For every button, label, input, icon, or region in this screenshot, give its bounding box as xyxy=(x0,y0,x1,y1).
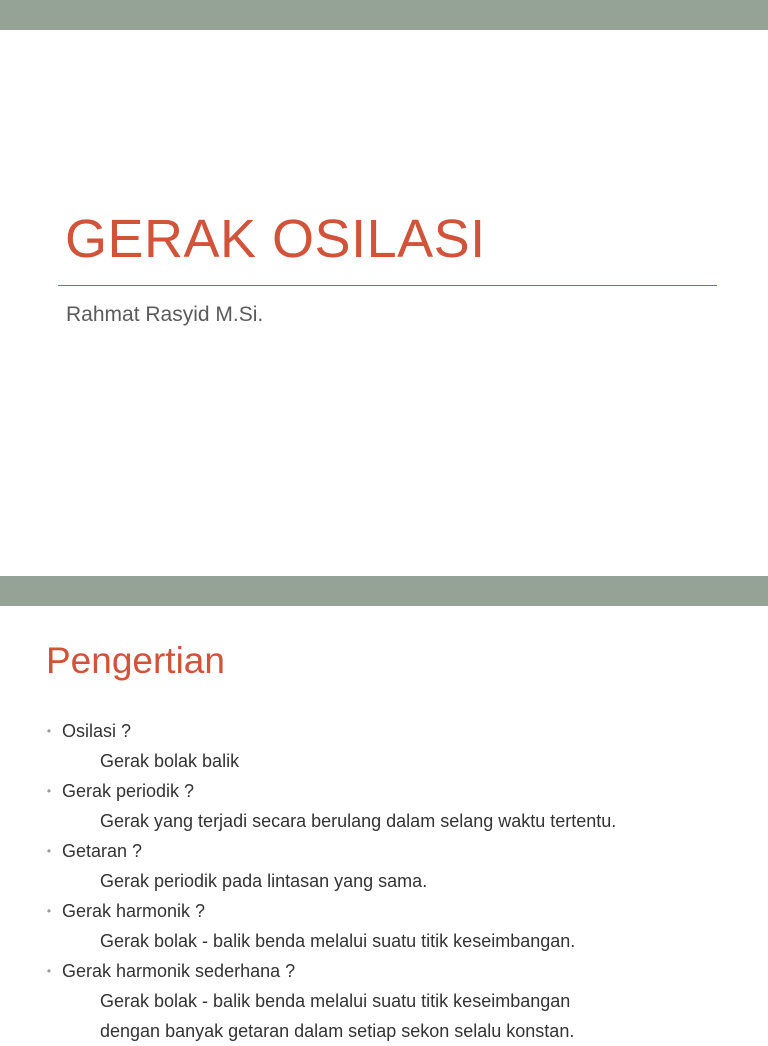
term-label: Osilasi ? xyxy=(62,721,132,741)
section-title: Pengertian xyxy=(46,640,225,681)
bullet-icon: • xyxy=(46,724,52,738)
term-label: Gerak periodik ? xyxy=(62,781,195,801)
list-item xyxy=(44,956,754,1046)
list-item xyxy=(44,716,754,776)
list-item xyxy=(44,836,754,896)
term-definition: Gerak bolak balik xyxy=(100,751,240,771)
term-definition: Gerak bolak - balik benda melalui suatu titik keseimbangan xyxy=(100,991,571,1011)
term-label: Gerak harmonik sederhana ? xyxy=(62,961,296,981)
term-definition: dengan banyak getaran dalam setiap sekon selalu konstan. xyxy=(100,1021,575,1041)
title-underline xyxy=(58,285,717,286)
bullet-icon: • xyxy=(46,904,52,918)
bullet-icon: • xyxy=(46,964,52,978)
bullet-icon: • xyxy=(46,784,52,798)
slide-title: GERAK OSILASI xyxy=(65,209,486,269)
term-definition: Gerak yang terjadi secara berulang dalam selang waktu tertentu. xyxy=(100,811,617,831)
term-definition: Gerak bolak - balik benda melalui suatu titik keseimbangan. xyxy=(100,931,576,951)
slide-top-bar xyxy=(0,576,768,606)
content-slide xyxy=(0,576,768,1041)
term-definition: Gerak periodik pada lintasan yang sama. xyxy=(100,871,428,891)
definition-list xyxy=(44,716,754,1046)
bullet-icon: • xyxy=(46,844,52,858)
list-item xyxy=(44,776,754,836)
slide-top-bar xyxy=(0,0,768,30)
term-label: Getaran ? xyxy=(62,841,143,861)
term-label: Gerak harmonik ? xyxy=(62,901,206,921)
slide-author: Rahmat Rasyid M.Si. xyxy=(66,303,264,326)
list-item xyxy=(44,896,754,956)
